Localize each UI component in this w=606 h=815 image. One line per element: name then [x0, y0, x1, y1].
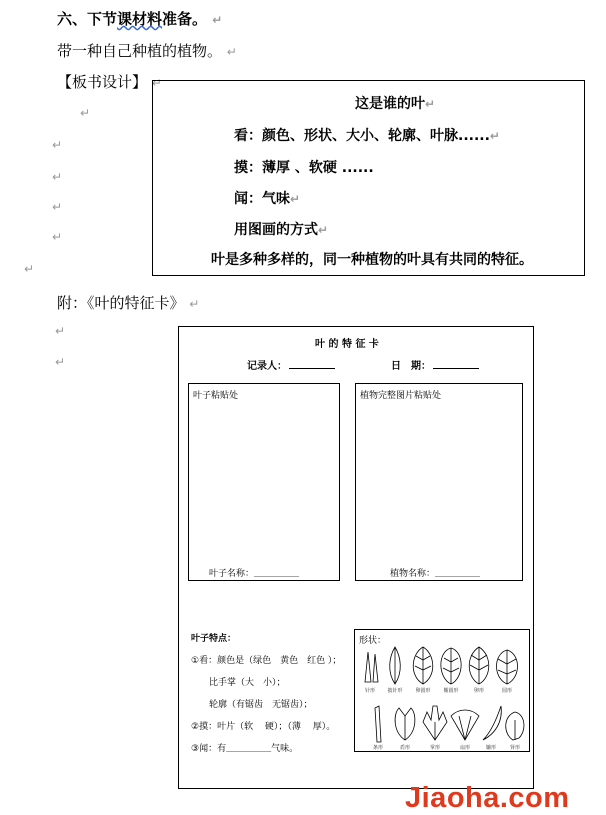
shape-caption: 椭圆形: [443, 688, 459, 694]
date-blank[interactable]: [433, 359, 479, 369]
heading-prefix: 六、下节: [57, 10, 118, 28]
leaf-feature-card: [178, 326, 534, 789]
elliptic-leaf-icon: [441, 648, 461, 684]
sickle-leaf-icon: [483, 706, 501, 740]
shape-caption: 掌形: [429, 745, 440, 751]
feature-touch: ②摸：叶片（软 硬）；（薄 厚）。: [191, 722, 336, 732]
feature-look-color: ①看：颜色是（绿色 黄色 红色 ）；: [191, 656, 342, 666]
reniform-leaf-icon: [506, 712, 524, 740]
empty-para-mark: ↵: [24, 262, 35, 276]
round-leaf-icon: [497, 650, 518, 684]
leaf-paste-label: 叶子粘贴处: [193, 391, 239, 401]
lanceolate-leaf-icon: [390, 647, 401, 684]
paragraph-mark: ↵: [425, 97, 436, 111]
recorder-field: [247, 357, 335, 372]
empty-para-mark: ↵: [52, 230, 63, 244]
shape-caption: 镰形: [485, 745, 496, 751]
shape-caption: 披针形: [387, 688, 403, 694]
features-title: 叶子特点：: [191, 634, 237, 644]
watermark: Jiaoha.com: [405, 782, 570, 814]
appendix-text: 附：《叶的特征卡》: [57, 294, 185, 312]
bring-plant-text: 带一种自己种植的植物。: [57, 42, 223, 60]
shape-caption: 条形: [372, 745, 383, 751]
paragraph-mark: ↵: [318, 223, 329, 237]
heading-underlined: 课材料: [117, 10, 163, 28]
board-design-text: 【板书设计】: [57, 73, 148, 91]
date-label: 日 期：: [391, 361, 431, 372]
board-smell: [234, 188, 300, 208]
board-touch-text: 摸：薄厚 、软硬 ......: [234, 160, 374, 176]
recorder-label: 记录人：: [247, 361, 287, 372]
board-look: [234, 125, 500, 145]
appendix-line: [57, 292, 199, 313]
shapes-label: 形状：: [359, 636, 387, 646]
shape-caption: 针形: [364, 688, 375, 694]
paragraph-mark: ↵: [489, 129, 500, 143]
card-title: 叶 的 特 征 卡: [315, 339, 379, 350]
paragraph-mark: ↵: [226, 45, 237, 59]
board-title: [355, 93, 435, 113]
fan-leaf-icon: [451, 710, 479, 740]
leaf-name-field: 叶子名称：＿＿＿＿＿: [209, 569, 300, 579]
recorder-blank[interactable]: [289, 359, 335, 369]
feature-look-outline: 轮廓（有锯齿 无锯齿）；: [209, 700, 313, 710]
shape-caption: 卵形: [473, 688, 484, 694]
ovate-leaf-icon: [413, 647, 433, 684]
board-touch: [234, 157, 374, 177]
board-draw-text: 用图画的方式: [234, 222, 318, 238]
leaf-paste-area: [188, 383, 340, 581]
empty-para-mark: ↵: [52, 138, 63, 152]
bring-plant-line: [57, 40, 237, 61]
empty-para-mark: ↵: [55, 324, 66, 338]
heading-suffix: 准备。: [162, 10, 208, 28]
board-conclusion-text: 叶是多种多样的，同一种植物的叶具有共同的特征。: [211, 252, 533, 268]
board-design-label: [57, 71, 162, 92]
needle-leaf-icon: [365, 652, 378, 682]
peltate-leaf-icon: [395, 708, 415, 740]
plant-paste-area: [355, 383, 523, 581]
section-heading-6: [57, 8, 222, 29]
plant-paste-label: 植物完整图片粘贴处: [360, 391, 442, 401]
board-smell-text: 闻：气味: [234, 191, 290, 207]
feature-look-size: 比手掌（大 小）；: [209, 678, 286, 688]
ovate-serrate-leaf-icon: [469, 647, 489, 684]
empty-para-mark: ↵: [80, 106, 91, 120]
linear-leaf-icon: [375, 706, 381, 742]
shape-caption: 圆形: [501, 688, 512, 694]
paragraph-mark: ↵: [151, 76, 162, 90]
shape-caption: 卵圆形: [415, 688, 431, 694]
date-field: [391, 357, 479, 372]
empty-para-mark: ↵: [52, 170, 63, 184]
paragraph-mark: ↵: [189, 297, 200, 311]
shape-caption: 盾形: [399, 745, 410, 751]
palmate-leaf-icon: [423, 706, 447, 740]
shape-caption: 肾形: [509, 745, 520, 751]
shape-caption: 扇形: [459, 745, 470, 751]
paragraph-mark: ↵: [212, 13, 223, 27]
board-conclusion: [211, 249, 533, 269]
empty-para-mark: ↵: [52, 200, 63, 214]
paragraph-mark: ↵: [290, 192, 301, 206]
feature-smell: ③闻：有＿＿＿＿＿气味。: [191, 744, 299, 754]
leaf-shapes-illustration: [355, 642, 529, 752]
board-look-text: 看：颜色、形状、大小、轮廓、叶脉......: [234, 128, 490, 144]
board-title-text: 这是谁的叶: [355, 96, 425, 112]
plant-name-field: 植物名称：＿＿＿＿＿: [390, 569, 481, 579]
shapes-box: [354, 629, 530, 752]
empty-para-mark: ↵: [55, 355, 66, 369]
board-design-box: [152, 80, 585, 276]
board-draw: [234, 219, 328, 239]
